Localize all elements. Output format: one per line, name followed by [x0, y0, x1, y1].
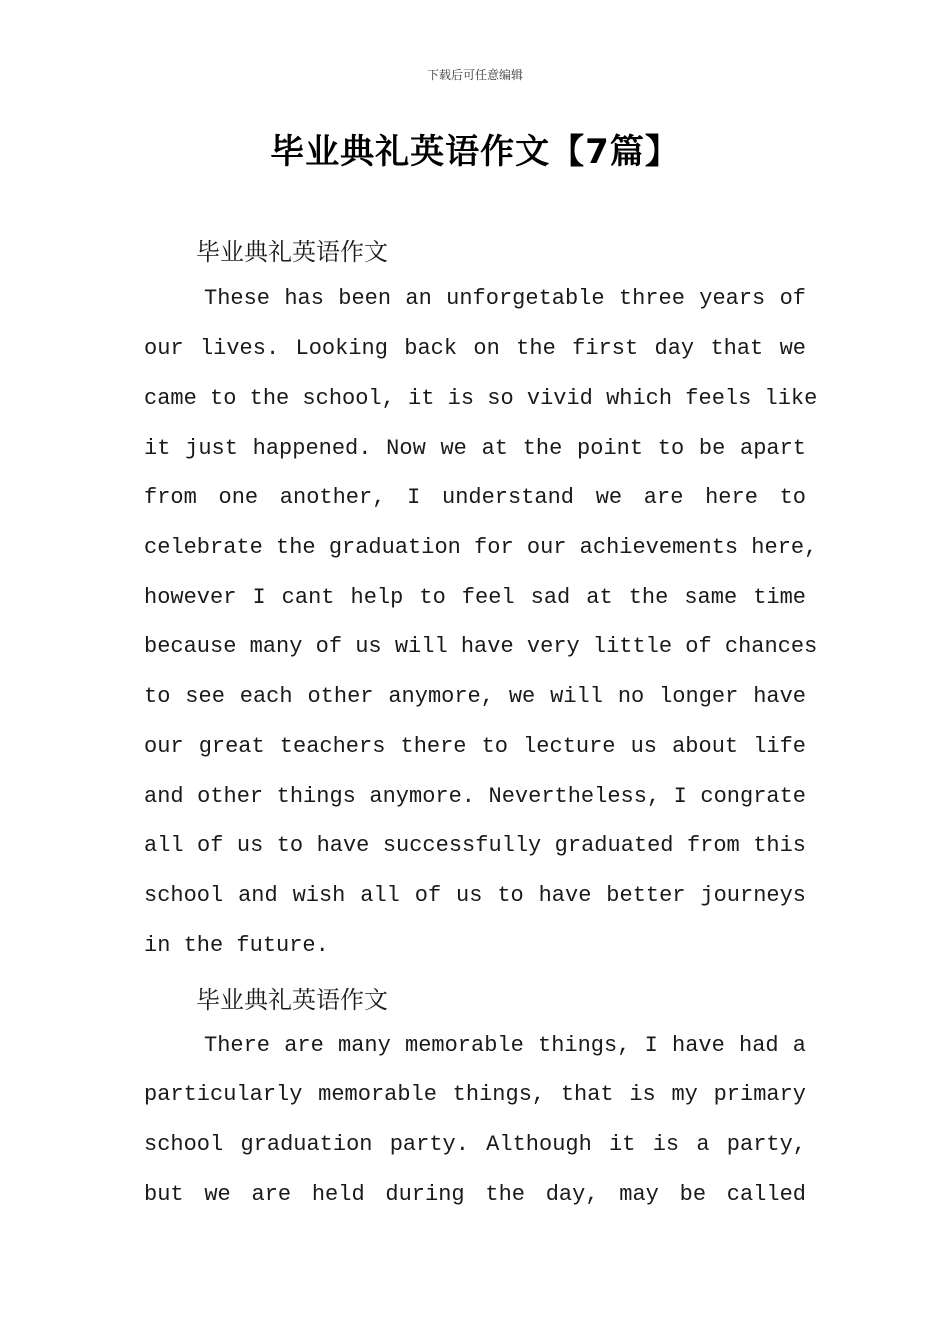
paragraph-line: in the future. [144, 933, 329, 958]
section-heading: 毕业典礼英语作文 [196, 238, 388, 266]
paragraph-line: and other things anymore. Nevertheless, I congrate [144, 784, 806, 809]
paragraph-line: school graduation party. Although it is a party, [144, 1132, 806, 1157]
paragraph-line: it just happened. Now we at the point to be apart [144, 436, 806, 461]
paragraph-line: school and wish all of us to have better journeys [144, 883, 806, 908]
paragraph-line: however I cant help to feel sad at the same time [144, 585, 806, 610]
paragraph-line: particularly memorable things, that is my primary [144, 1082, 806, 1107]
paragraph-line: because many of us will have very little of chances [144, 634, 818, 659]
paragraph-line: to see each other anymore, we will no longer have [144, 684, 806, 709]
paragraph-line: came to the school, it is so vivid which feels like [144, 386, 818, 411]
document-title: 毕业典礼英语作文【7篇】 [270, 132, 680, 172]
paragraph-line: all of us to have successfully graduated from this [144, 833, 806, 858]
paragraph-line: celebrate the graduation for our achievements here, [144, 535, 818, 560]
section-heading: 毕业典礼英语作文 [196, 986, 388, 1014]
paragraph-line: These has been an unforgetable three years of [204, 286, 806, 311]
paragraph-line: There are many memorable things, I have had a [204, 1033, 806, 1058]
header-note: 下载后可任意编辑 [426, 68, 523, 82]
paragraph-line: but we are held during the day, may be called [144, 1182, 806, 1207]
paragraph-line: from one another, I understand we are here to [144, 485, 806, 510]
paragraph-line: our great teachers there to lecture us about life [144, 734, 806, 759]
paragraph-line: our lives. Looking back on the first day that we [144, 336, 806, 361]
